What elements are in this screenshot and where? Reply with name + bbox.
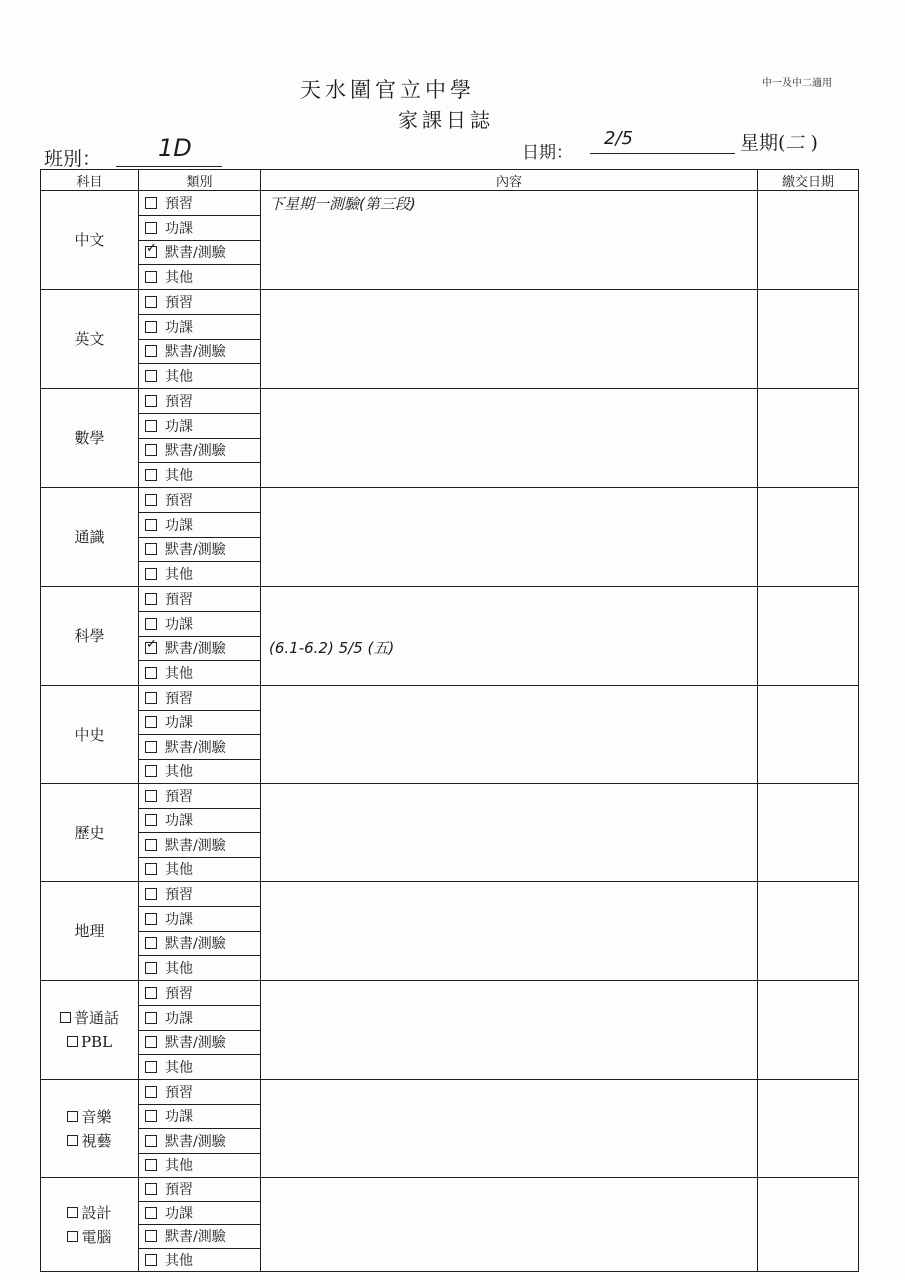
- category-option[interactable]: [139, 661, 261, 686]
- deadline-cell[interactable]: [758, 488, 859, 587]
- category-option[interactable]: [139, 833, 261, 858]
- category-label: 其他: [165, 567, 193, 584]
- class-value[interactable]: 1D: [158, 134, 192, 162]
- category-option[interactable]: [139, 1005, 261, 1030]
- checkbox[interactable]: [145, 741, 157, 753]
- category-option[interactable]: [139, 290, 261, 315]
- checkbox[interactable]: [145, 863, 157, 875]
- category-label: 預習: [165, 492, 193, 509]
- checkbox[interactable]: [145, 519, 157, 531]
- checkbox[interactable]: [145, 1230, 157, 1242]
- category-option[interactable]: [139, 389, 261, 414]
- document-title: 家課日誌: [398, 108, 494, 132]
- category-label: 其他: [165, 1060, 193, 1077]
- category-label: 默書/測驗: [165, 542, 226, 559]
- subject-checkbox[interactable]: [67, 1135, 78, 1146]
- checkbox[interactable]: [145, 593, 157, 605]
- content-cell[interactable]: [261, 686, 758, 784]
- category-option[interactable]: [139, 1153, 261, 1178]
- checkbox[interactable]: [145, 839, 157, 851]
- subject-line: [41, 624, 138, 648]
- checkbox[interactable]: [145, 692, 157, 704]
- category-label: 功課: [165, 715, 193, 732]
- deadline-cell[interactable]: [758, 686, 859, 784]
- category-label: 功課: [165, 911, 193, 928]
- content-cell[interactable]: [261, 488, 758, 587]
- subject-name: 設計: [81, 1203, 112, 1222]
- subject-cell: [41, 1178, 139, 1272]
- content-cell[interactable]: [261, 389, 758, 488]
- content-cell[interactable]: [261, 882, 758, 981]
- content-cell[interactable]: [261, 1178, 758, 1272]
- category-option[interactable]: [139, 759, 261, 784]
- checkbox[interactable]: [145, 913, 157, 925]
- category-option[interactable]: [139, 339, 261, 364]
- subject-name: 視藝: [81, 1131, 112, 1150]
- header-deadline: 繳交日期: [758, 170, 859, 191]
- class-underline: [116, 166, 222, 167]
- category-option[interactable]: [139, 857, 261, 882]
- checkbox[interactable]: [145, 1159, 157, 1171]
- checkbox[interactable]: [145, 444, 157, 456]
- table-header-row: [41, 170, 859, 191]
- content-cell[interactable]: [261, 191, 758, 290]
- subject-line: [41, 426, 138, 450]
- date-underline: [590, 153, 735, 154]
- category-option[interactable]: [139, 882, 261, 907]
- content-cell[interactable]: [261, 587, 758, 686]
- header-category: 類別: [139, 170, 261, 191]
- category-label: 其他: [165, 666, 193, 683]
- category-label: 功課: [165, 319, 193, 336]
- date-value[interactable]: 2/5: [604, 128, 633, 149]
- category-label: 預習: [165, 393, 193, 410]
- subject-cell: [41, 882, 139, 981]
- weekday-close: ): [810, 132, 818, 154]
- subject-line: [41, 919, 138, 943]
- checkbox[interactable]: [145, 1207, 157, 1219]
- category-option[interactable]: [139, 1225, 261, 1249]
- checkbox[interactable]: [145, 345, 157, 357]
- subject-name: 科學: [74, 627, 105, 645]
- checkbox[interactable]: [145, 494, 157, 506]
- category-option[interactable]: [139, 191, 261, 216]
- content-cell[interactable]: [261, 1080, 758, 1178]
- checkbox[interactable]: [145, 765, 157, 777]
- category-label: 其他: [165, 270, 193, 287]
- subject-checkbox[interactable]: [67, 1111, 78, 1122]
- category-option[interactable]: [139, 1178, 261, 1202]
- checkbox[interactable]: [145, 667, 157, 679]
- table-row: [41, 1080, 859, 1105]
- checkbox[interactable]: [145, 618, 157, 630]
- checkbox[interactable]: [145, 296, 157, 308]
- subject-name: 中文: [74, 231, 105, 249]
- category-label: 其他: [165, 862, 193, 879]
- subject-name: PBL: [80, 1033, 113, 1051]
- weekday-value[interactable]: 二: [785, 132, 805, 154]
- checkbox[interactable]: [145, 1012, 157, 1024]
- category-option[interactable]: [139, 611, 261, 636]
- table-row: [41, 981, 859, 1006]
- category-label: 默書/測驗: [165, 245, 226, 262]
- category-label: 預習: [165, 690, 193, 707]
- subject-cell: [41, 191, 139, 290]
- category-label: 其他: [165, 468, 193, 485]
- category-label: 預習: [165, 294, 193, 311]
- checkbox[interactable]: [145, 962, 157, 974]
- checkbox[interactable]: [145, 321, 157, 333]
- category-label: 功課: [165, 813, 193, 830]
- table-row: [41, 389, 859, 414]
- content-cell[interactable]: [261, 784, 758, 882]
- table-row: [41, 587, 859, 612]
- category-option[interactable]: [139, 562, 261, 587]
- subject-checkbox[interactable]: [67, 1231, 78, 1242]
- category-option[interactable]: [139, 1055, 261, 1080]
- subject-line: [41, 525, 138, 549]
- subject-line: [41, 821, 138, 845]
- checkbox[interactable]: [145, 420, 157, 432]
- category-label: 預習: [165, 195, 193, 212]
- category-option[interactable]: [139, 488, 261, 513]
- category-option[interactable]: [139, 512, 261, 537]
- subject-name: 電腦: [81, 1227, 112, 1246]
- checkbox[interactable]: [145, 1036, 157, 1048]
- category-option[interactable]: [139, 438, 261, 463]
- subject-name: 地理: [74, 922, 105, 940]
- deadline-cell[interactable]: [758, 1178, 859, 1272]
- class-label: 班別：: [44, 148, 102, 170]
- category-option[interactable]: [139, 537, 261, 562]
- category-option[interactable]: [139, 784, 261, 809]
- category-option[interactable]: [139, 710, 261, 735]
- checkbox[interactable]: [145, 222, 157, 234]
- checked-checkbox[interactable]: [145, 642, 157, 654]
- category-option[interactable]: [139, 956, 261, 981]
- checkbox[interactable]: [145, 568, 157, 580]
- category-option[interactable]: [139, 808, 261, 833]
- subject-line: [41, 1105, 138, 1129]
- table-row: [41, 290, 859, 315]
- table-row: [41, 488, 859, 513]
- category-label: 默書/測驗: [165, 443, 226, 460]
- subject-checkbox[interactable]: [67, 1036, 78, 1047]
- category-label: 功課: [165, 1109, 193, 1126]
- category-option[interactable]: [139, 1080, 261, 1105]
- category-label: 默書/測驗: [165, 1035, 226, 1052]
- category-option[interactable]: [139, 1129, 261, 1154]
- content-cell[interactable]: [261, 290, 758, 389]
- checkbox[interactable]: [145, 1254, 157, 1266]
- category-label: 默書/測驗: [165, 1133, 226, 1150]
- table-row: [41, 882, 859, 907]
- subject-line: [41, 1030, 138, 1054]
- checkbox[interactable]: [145, 1086, 157, 1098]
- subject-line: [41, 723, 138, 747]
- category-option[interactable]: [139, 240, 261, 265]
- checkbox[interactable]: [145, 814, 157, 826]
- subject-line: [41, 1006, 138, 1030]
- subject-checkbox[interactable]: [60, 1012, 71, 1023]
- category-label: 其他: [165, 1158, 193, 1175]
- category-label: 預習: [165, 1182, 193, 1199]
- checkbox[interactable]: [145, 271, 157, 283]
- category-label: 預習: [165, 591, 193, 608]
- category-option[interactable]: [139, 215, 261, 240]
- subject-cell: [41, 1080, 139, 1178]
- category-option[interactable]: [139, 314, 261, 339]
- category-label: 默書/測驗: [165, 641, 226, 658]
- checkbox[interactable]: [145, 937, 157, 949]
- category-label: 默書/測驗: [165, 739, 226, 756]
- checkbox[interactable]: [145, 1135, 157, 1147]
- content-text: (6.1-6.2) 5/5 (五): [269, 639, 395, 657]
- checkbox[interactable]: [145, 395, 157, 407]
- checkbox[interactable]: [145, 1110, 157, 1122]
- subject-cell: [41, 389, 139, 488]
- checkbox[interactable]: [145, 1061, 157, 1073]
- category-label: 預習: [165, 788, 193, 805]
- category-option[interactable]: [139, 1104, 261, 1129]
- table-row: [41, 686, 859, 711]
- category-label: 功課: [165, 1205, 193, 1222]
- school-name: 天水圍官立中學: [300, 78, 475, 102]
- weekday-label: 星期(: [740, 132, 786, 154]
- content-text: 下星期一測驗(第三段): [269, 195, 416, 213]
- category-option[interactable]: [139, 364, 261, 389]
- table-row: [41, 784, 859, 809]
- deadline-cell[interactable]: [758, 290, 859, 389]
- subject-name: 音樂: [81, 1107, 112, 1126]
- category-label: 默書/測驗: [165, 837, 226, 854]
- subject-line: [41, 1129, 138, 1153]
- subject-line: [41, 1201, 138, 1225]
- table-row: [41, 191, 859, 216]
- deadline-cell[interactable]: [758, 389, 859, 488]
- subject-line: [41, 228, 138, 252]
- category-label: 預習: [165, 1084, 193, 1101]
- deadline-cell[interactable]: [758, 981, 859, 1080]
- header-content: 內容: [261, 170, 758, 191]
- deadline-cell[interactable]: [758, 191, 859, 290]
- checkbox[interactable]: [145, 1183, 157, 1195]
- category-label: 預習: [165, 886, 193, 903]
- checkbox[interactable]: [145, 469, 157, 481]
- checkbox[interactable]: [145, 790, 157, 802]
- subject-cell: [41, 488, 139, 587]
- category-option[interactable]: [139, 735, 261, 760]
- category-option[interactable]: [139, 1201, 261, 1225]
- category-label: 其他: [165, 764, 193, 781]
- subject-name: 通識: [74, 528, 105, 546]
- subject-cell: [41, 587, 139, 686]
- category-label: 默書/測驗: [165, 936, 226, 953]
- category-label: 其他: [165, 961, 193, 978]
- subject-cell: [41, 784, 139, 882]
- checkbox[interactable]: [145, 888, 157, 900]
- table-row: [41, 1178, 859, 1202]
- category-label: 功課: [165, 220, 193, 237]
- checkbox[interactable]: [145, 197, 157, 209]
- deadline-cell[interactable]: [758, 1080, 859, 1178]
- deadline-cell[interactable]: [758, 784, 859, 882]
- subject-line: [41, 1225, 138, 1249]
- category-label: 功課: [165, 616, 193, 633]
- subject-name: 中史: [74, 725, 105, 744]
- category-label: 預習: [165, 985, 193, 1002]
- category-option[interactable]: [139, 686, 261, 711]
- content-cell[interactable]: [261, 981, 758, 1080]
- subject-name: 歷史: [74, 823, 105, 842]
- subject-cell: [41, 686, 139, 784]
- category-label: 默書/測驗: [165, 344, 226, 361]
- subject-cell: [41, 290, 139, 389]
- category-label: 功課: [165, 517, 193, 534]
- category-option[interactable]: [139, 1030, 261, 1055]
- checkbox[interactable]: [145, 987, 157, 999]
- category-option[interactable]: [139, 636, 261, 661]
- weekday: [740, 128, 818, 155]
- checkbox[interactable]: [145, 543, 157, 555]
- category-option[interactable]: [139, 1248, 261, 1272]
- table-body: [41, 191, 859, 1272]
- category-option[interactable]: [139, 931, 261, 956]
- subject-line: [41, 327, 138, 351]
- category-label: 功課: [165, 418, 193, 435]
- category-option[interactable]: [139, 587, 261, 612]
- checkbox[interactable]: [145, 716, 157, 728]
- category-option[interactable]: [139, 413, 261, 438]
- category-label: 默書/測驗: [165, 1229, 226, 1246]
- category-option[interactable]: [139, 265, 261, 290]
- subject-name: 英文: [74, 330, 105, 348]
- category-option[interactable]: [139, 981, 261, 1006]
- category-label: 功課: [165, 1010, 193, 1027]
- subject-cell: [41, 981, 139, 1080]
- subject-name: 普通話: [73, 1009, 119, 1027]
- subject-name: 數學: [74, 429, 105, 447]
- grade-note: 中一及中二適用: [762, 78, 832, 89]
- deadline-cell[interactable]: [758, 587, 859, 686]
- header-subject: 科目: [41, 170, 139, 191]
- date-label: 日期：: [522, 143, 573, 163]
- deadline-cell[interactable]: [758, 882, 859, 981]
- category-label: 其他: [165, 369, 193, 386]
- category-option[interactable]: [139, 906, 261, 931]
- homework-table: [40, 169, 859, 1272]
- checked-checkbox[interactable]: [145, 246, 157, 258]
- category-option[interactable]: [139, 463, 261, 488]
- category-label: 其他: [165, 1252, 193, 1269]
- subject-checkbox[interactable]: [67, 1207, 78, 1218]
- checkbox[interactable]: [145, 370, 157, 382]
